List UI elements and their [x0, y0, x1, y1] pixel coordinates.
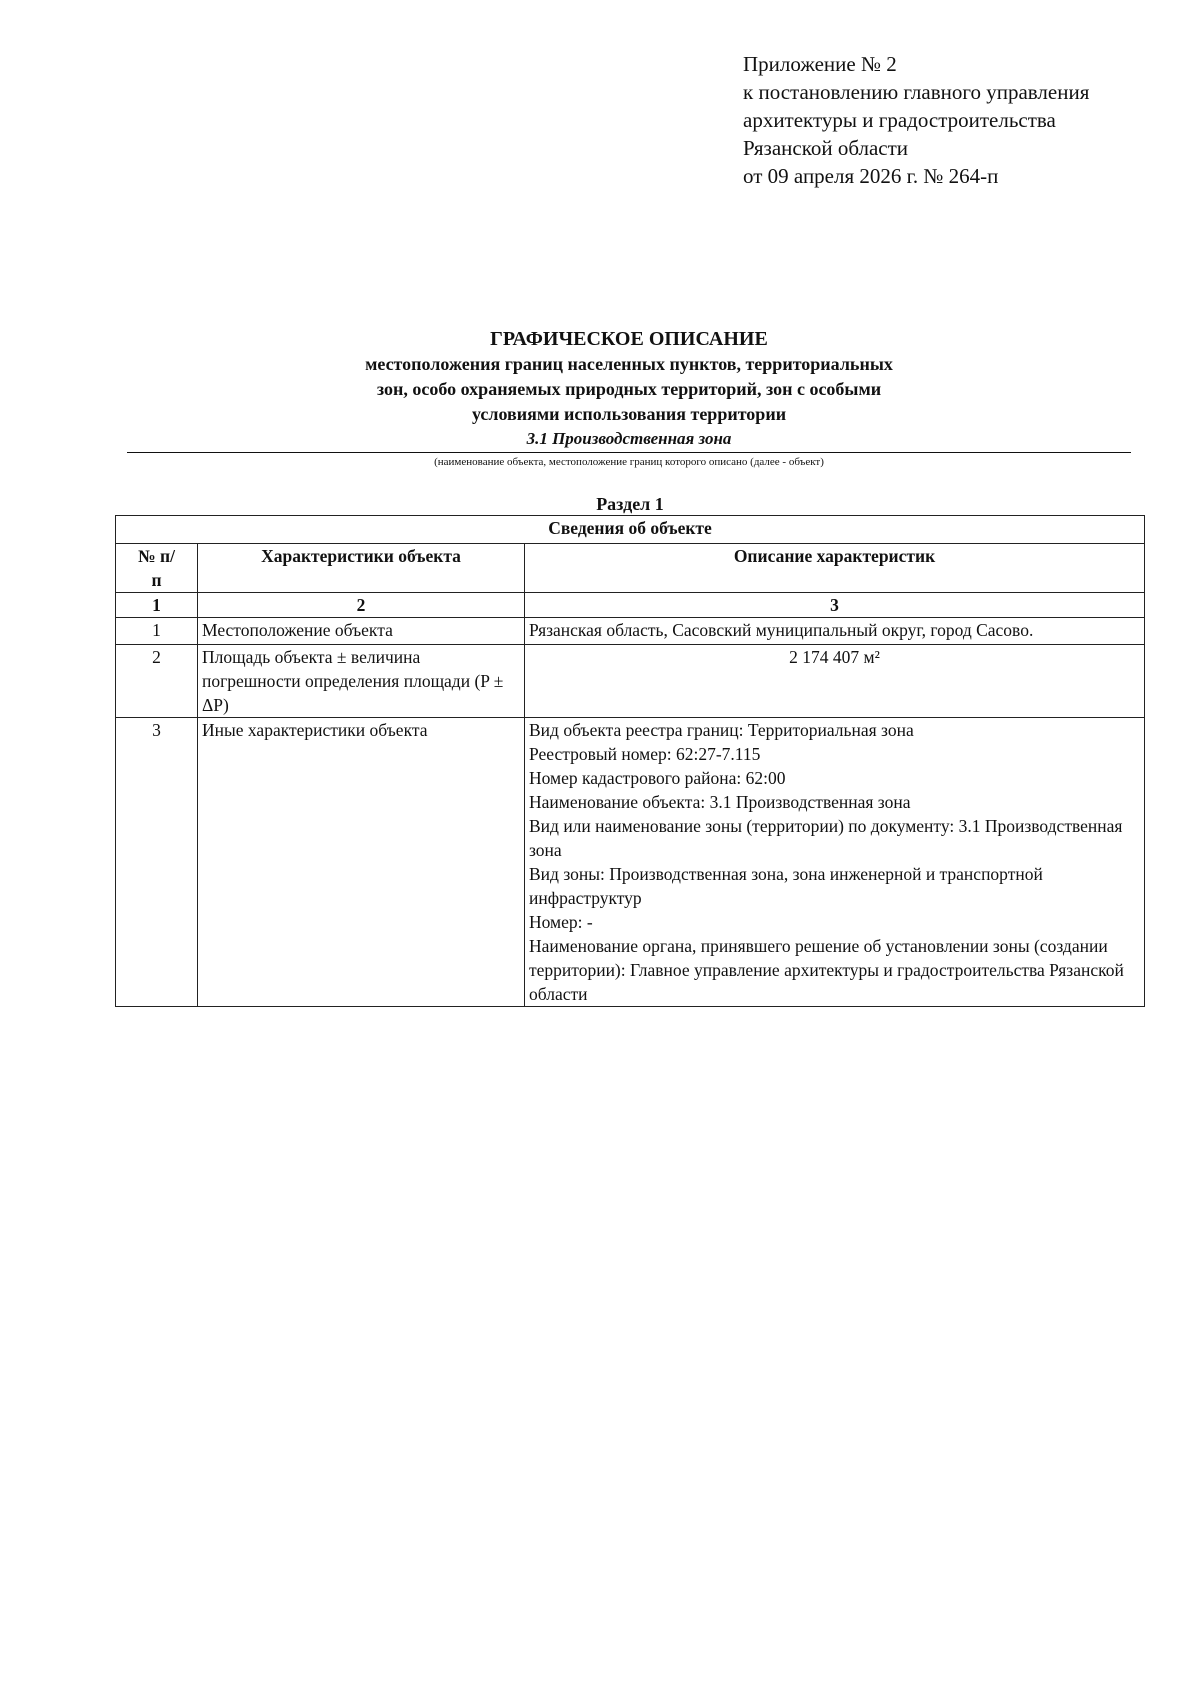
- table-row: [116, 718, 1145, 1007]
- description-line: Наименование органа, принявшего решение об установлении зоны (создании территории): Главное управление архитектуры и градостроительства Рязанской области: [529, 936, 1124, 1004]
- description-line: Вид или наименование зоны (территории) по документу: 3.1 Производственная зона: [529, 816, 1123, 860]
- description-line: Номер: -: [529, 912, 593, 932]
- column-number: 1: [116, 593, 198, 618]
- document-title: ГРАФИЧЕСКОЕ ОПИСАНИЕ: [490, 328, 768, 350]
- header-num: [116, 544, 198, 593]
- description-line: Вид объекта реестра границ: Территориальная зона: [529, 720, 914, 740]
- row-characteristic: Иные характеристики объекта: [198, 718, 525, 1007]
- column-number: 2: [198, 593, 525, 618]
- appendix-authority-line: архитектуры и градостроительства: [743, 108, 1056, 132]
- appendix-date-line: от 09 апреля 2026 г. № 264-п: [743, 164, 999, 188]
- description-line: Реестровый номер: 62:27-7.115: [529, 744, 761, 764]
- document-title-block: [127, 326, 1131, 470]
- section-title: Раздел 1: [596, 494, 664, 514]
- row-description: [525, 718, 1145, 1007]
- row-description: Рязанская область, Сасовский муниципальный округ, город Сасово.: [525, 618, 1145, 645]
- document-subtitle-line-3: условиями использования территории: [471, 404, 787, 424]
- header-description: Описание характеристик: [525, 544, 1145, 593]
- description-line: Номер кадастрового района: 62:00: [529, 768, 786, 788]
- object-name: 3.1 Производственная зона: [127, 427, 1131, 453]
- column-number-row: [116, 593, 1145, 618]
- document-subtitle-line-2: зон, особо охраняемых природных территорий, зон с особыми: [376, 379, 882, 399]
- row-number: 2: [116, 645, 198, 718]
- header-num-label: № п/п: [138, 546, 175, 590]
- description-line: Наименование объекта: 3.1 Производственная зона: [529, 792, 911, 812]
- header-characteristic: Характеристики объекта: [198, 544, 525, 593]
- table-header-row: [116, 544, 1145, 593]
- object-info-table: [115, 515, 1145, 1007]
- row-characteristic: Местоположение объекта: [198, 618, 525, 645]
- table-caption-row: [116, 516, 1145, 544]
- table-row: [116, 618, 1145, 645]
- appendix-region-line: Рязанской области: [743, 136, 909, 160]
- column-number: 3: [525, 593, 1145, 618]
- row-number: 3: [116, 718, 198, 1007]
- document-subtitle-line-1: местоположения границ населенных пунктов, территориальных: [365, 354, 893, 374]
- table-row: [116, 645, 1145, 718]
- appendix-reference: [743, 50, 1183, 190]
- object-name-caption: (наименование объекта, местоположение границ которого описано (далее - объект): [434, 456, 824, 468]
- appendix-number: Приложение № 2: [743, 52, 897, 76]
- row-description: 2 174 407 м²: [525, 645, 1145, 718]
- row-characteristic: Площадь объекта ± величина погрешности определения площади (P ± ΔP): [198, 645, 525, 718]
- description-line: Вид зоны: Производственная зона, зона инженерной и транспортной инфраструктур: [529, 864, 1043, 908]
- appendix-decree-line: к постановлению главного управления: [743, 80, 1090, 104]
- row-number: 1: [116, 618, 198, 645]
- table-caption: Сведения об объекте: [116, 516, 1145, 544]
